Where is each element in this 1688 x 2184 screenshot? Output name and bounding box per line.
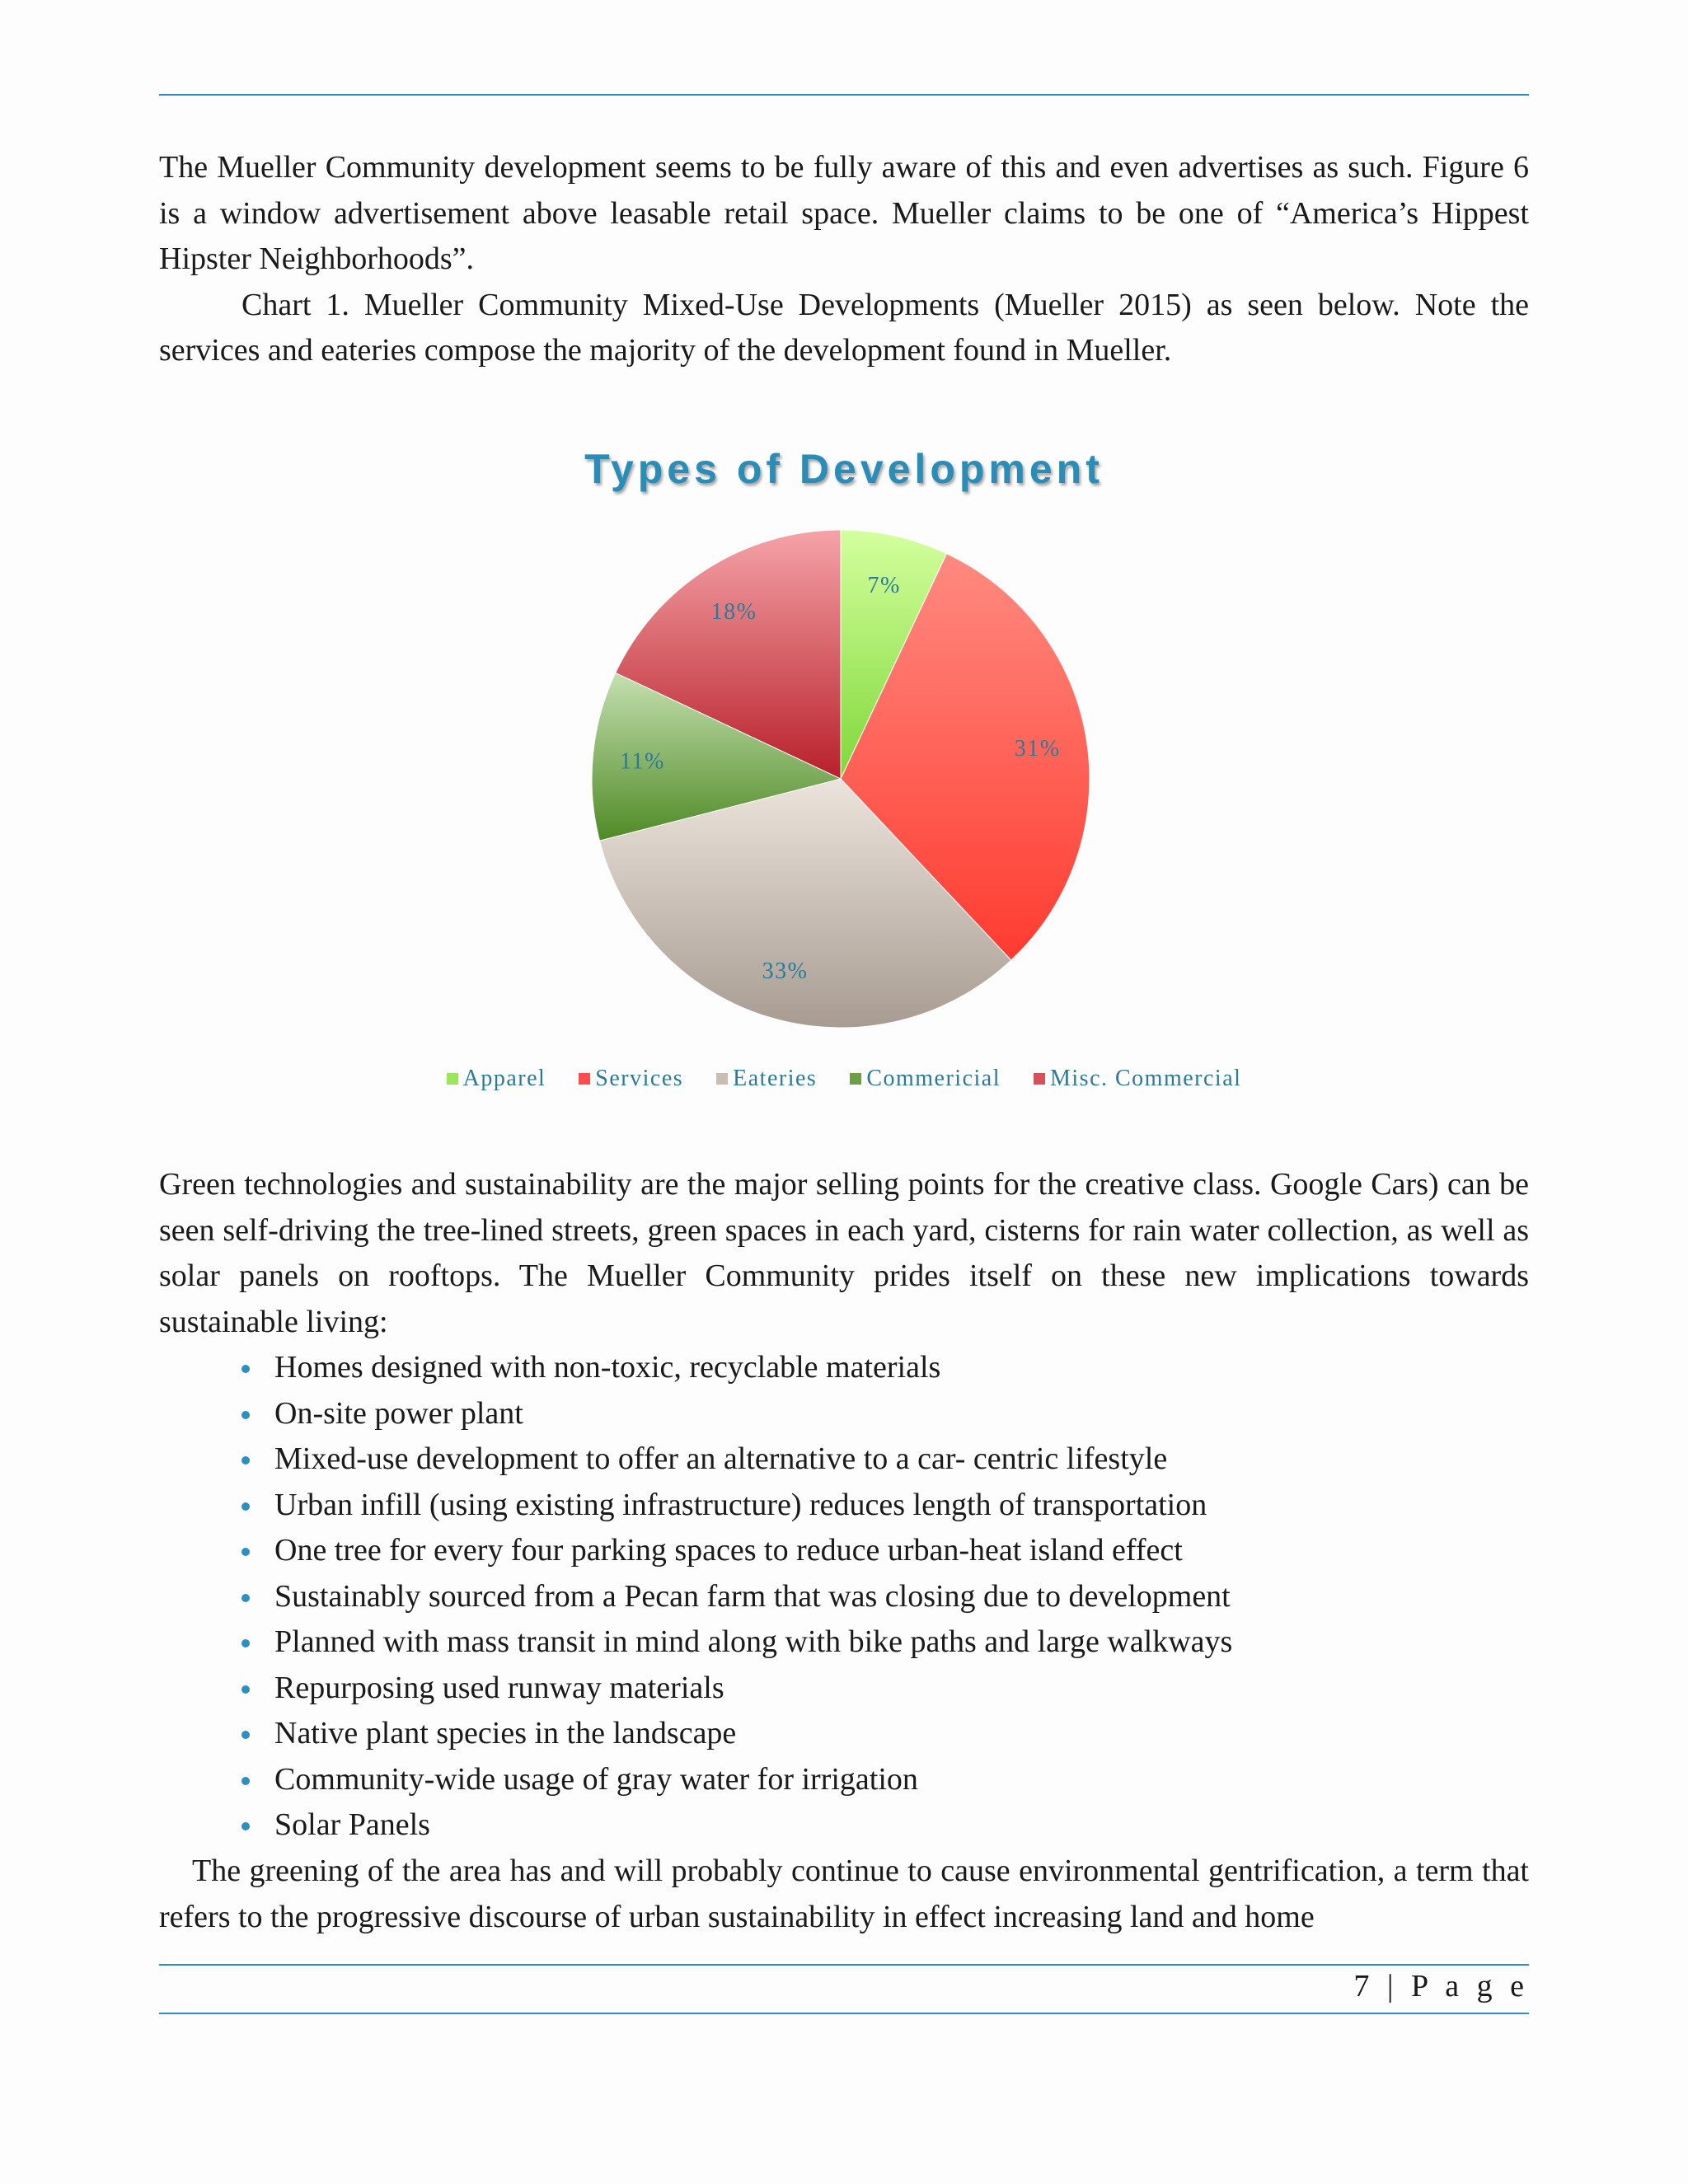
bullet-icon	[241, 1502, 250, 1511]
list-item	[159, 1391, 1529, 1437]
bullet-icon	[241, 1456, 250, 1465]
list-item-text: Mixed-use development to offer an alternative to a car- centric lifestyle	[274, 1441, 1168, 1476]
list-item-text: Planned with mass transit in mind along with bike paths and large walkways	[274, 1624, 1233, 1659]
bullet-icon	[241, 1594, 250, 1602]
legend-swatch	[716, 1073, 728, 1085]
data-label: 31%	[1014, 736, 1061, 762]
bullet-icon	[241, 1685, 250, 1694]
bullet-icon	[241, 1822, 250, 1830]
list-item	[159, 1528, 1529, 1574]
legend-swatch	[579, 1073, 590, 1085]
legend-label: Commericial	[866, 1066, 1001, 1091]
legend-label: Apparel	[462, 1066, 546, 1091]
data-label: 33%	[762, 958, 809, 985]
header-rule	[159, 94, 1529, 96]
bullet-icon	[241, 1777, 250, 1785]
bullet-icon	[241, 1639, 250, 1647]
list-item-text: One tree for every four parking spaces to reduce urban-heat island effect	[274, 1533, 1183, 1568]
list-item	[159, 1436, 1529, 1483]
data-label: 18%	[710, 599, 757, 626]
paragraph-chart-caption: Chart 1. Mueller Community Mixed-Use Developments (Mueller 2015) as seen below. Note the services and eateries compose the majority of the development found in Mueller.	[159, 287, 1529, 368]
list-item	[159, 1574, 1529, 1620]
page-number: 7 | P a g e	[1353, 1969, 1529, 2004]
bullet-icon	[241, 1731, 250, 1739]
list-item-text: Native plant species in the landscape	[274, 1716, 737, 1750]
list-item	[159, 1802, 1529, 1849]
green-text	[159, 1162, 1529, 1345]
legend-swatch	[1034, 1073, 1045, 1085]
footer-rule-bottom	[159, 2013, 1529, 2014]
legend-item	[850, 1066, 1001, 1092]
list-item-text: On-site power plant	[274, 1395, 523, 1431]
list-item	[159, 1619, 1529, 1666]
legend-swatch	[850, 1073, 861, 1085]
chart-legend	[0, 1066, 1688, 1092]
legend-swatch	[447, 1073, 458, 1085]
legend-label: Services	[595, 1066, 684, 1091]
data-label: 7%	[867, 573, 901, 599]
footer-rule-top	[159, 1964, 1529, 1966]
bullet-icon	[241, 1411, 250, 1419]
legend-item	[579, 1066, 683, 1092]
sustainability-list	[159, 1345, 1529, 1849]
data-label: 11%	[620, 748, 665, 775]
list-item-text: Urban infill (using existing infrastructure) reduces length of transportation	[274, 1487, 1207, 1522]
list-item-text: Sustainably sourced from a Pecan farm that was closing due to development	[274, 1578, 1231, 1614]
list-item	[159, 1711, 1529, 1757]
pie-chart	[569, 515, 1113, 1043]
list-item-text: Community-wide usage of gray water for irrigation	[274, 1761, 918, 1797]
list-item	[159, 1483, 1529, 1529]
list-item	[159, 1345, 1529, 1391]
legend-item	[1034, 1066, 1241, 1092]
paragraph-figure-6: The Mueller Community development seems to be fully aware of this and even advertises as such. Figure 6 is a window advertisement above leasable retail space. Mueller claims to be one of “America’s Hippest Hipster Neighborhoods”.	[159, 150, 1529, 276]
legend-item	[447, 1066, 546, 1092]
closing-text	[159, 1849, 1529, 1940]
intro-text	[159, 145, 1529, 374]
bullet-icon	[241, 1548, 250, 1556]
list-item-text: Repurposing used runway materials	[274, 1670, 724, 1705]
list-item	[159, 1666, 1529, 1712]
chart-title: Types of Development	[584, 446, 1104, 492]
legend-item	[716, 1066, 817, 1092]
paragraph-green-tech: Green technologies and sustainability are the major selling points for the creative class. Google Cars) can be seen self-driving the tree-lined streets, green spaces in each yard, cisterns for rain water collection, as well as solar panels on rooftops. The Mueller Community prides itself on these new implications towards sustainable living:	[159, 1167, 1529, 1339]
legend-label: Misc. Commercial	[1050, 1066, 1242, 1091]
list-item-text: Solar Panels	[274, 1807, 430, 1842]
list-item-text: Homes designed with non-toxic, recyclable materials	[274, 1350, 941, 1385]
paragraph-greening: The greening of the area has and will probably continue to cause environmental gentrification, a term that refers to the progressive discourse of urban sustainability in effect increasing land and home	[159, 1854, 1529, 1934]
legend-label: Eateries	[733, 1066, 818, 1091]
bullet-icon	[241, 1365, 250, 1373]
list-item	[159, 1757, 1529, 1803]
